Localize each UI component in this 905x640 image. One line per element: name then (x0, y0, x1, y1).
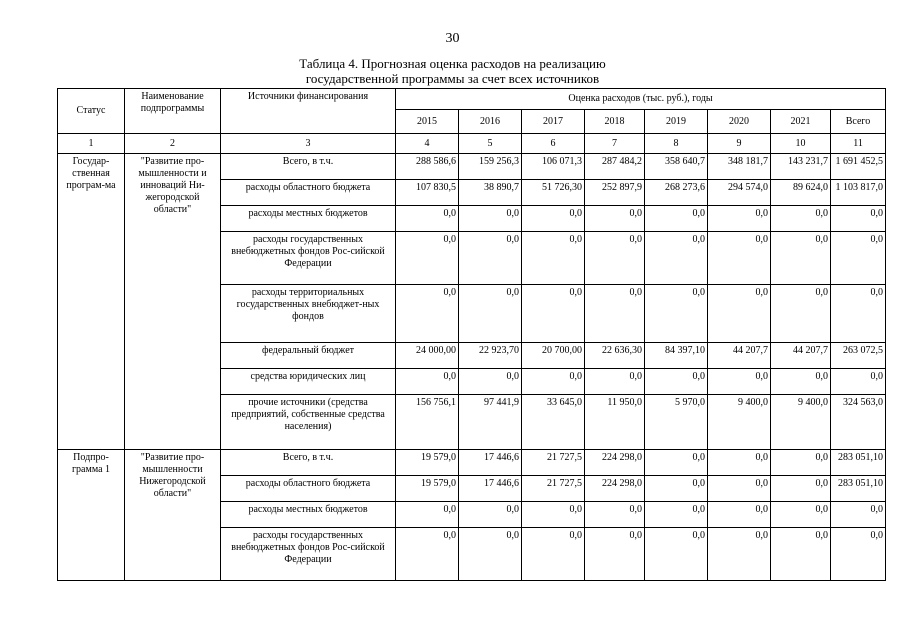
header-year: 2020 (708, 110, 771, 134)
column-number: 4 (396, 134, 459, 154)
value-cell: 1 103 817,0 (831, 180, 886, 206)
source-cell: федеральный бюджет (221, 343, 396, 369)
value-cell: 0,0 (459, 206, 522, 232)
value-cell: 97 441,9 (459, 395, 522, 450)
value-cell: 268 273,6 (645, 180, 708, 206)
value-cell: 0,0 (396, 206, 459, 232)
value-cell: 0,0 (771, 232, 831, 285)
value-cell: 0,0 (771, 476, 831, 502)
header-estimate: Оценка расходов (тыс. руб.), годы (396, 89, 886, 110)
value-cell: 0,0 (645, 450, 708, 476)
value-cell: 51 726,30 (522, 180, 585, 206)
value-cell: 0,0 (396, 285, 459, 343)
value-cell: 106 071,3 (522, 154, 585, 180)
source-cell: расходы государственных внебюджетных фондов Рос-сийской Федерации (221, 528, 396, 581)
value-cell: 0,0 (585, 232, 645, 285)
value-cell: 0,0 (831, 528, 886, 581)
header-year: 2015 (396, 110, 459, 134)
header-year: 2019 (645, 110, 708, 134)
source-cell: расходы областного бюджета (221, 476, 396, 502)
value-cell: 44 207,7 (771, 343, 831, 369)
value-cell: 0,0 (396, 502, 459, 528)
source-cell: Всего, в т.ч. (221, 450, 396, 476)
header-year: 2021 (771, 110, 831, 134)
value-cell: 0,0 (708, 285, 771, 343)
value-cell: 17 446,6 (459, 450, 522, 476)
value-cell: 19 579,0 (396, 476, 459, 502)
value-cell: 22 636,30 (585, 343, 645, 369)
source-cell: средства юридических лиц (221, 369, 396, 395)
source-cell: расходы местных бюджетов (221, 206, 396, 232)
value-cell: 0,0 (708, 476, 771, 502)
value-cell: 0,0 (645, 232, 708, 285)
value-cell: 252 897,9 (585, 180, 645, 206)
header-name: Наименование подпрограммы (125, 89, 221, 134)
column-number: 6 (522, 134, 585, 154)
value-cell: 287 484,2 (585, 154, 645, 180)
value-cell: 17 446,6 (459, 476, 522, 502)
value-cell: 0,0 (459, 502, 522, 528)
expenses-table (57, 88, 886, 581)
source-cell: расходы местных бюджетов (221, 502, 396, 528)
value-cell: 324 563,0 (831, 395, 886, 450)
column-number: 3 (221, 134, 396, 154)
value-cell: 0,0 (708, 206, 771, 232)
value-cell: 0,0 (771, 285, 831, 343)
column-number: 8 (645, 134, 708, 154)
column-number: 9 (708, 134, 771, 154)
table-body (58, 89, 886, 581)
value-cell: 283 051,10 (831, 450, 886, 476)
header-status: Статус (58, 89, 125, 134)
value-cell: 0,0 (771, 528, 831, 581)
value-cell: 156 756,1 (396, 395, 459, 450)
value-cell: 0,0 (831, 206, 886, 232)
header-year: 2016 (459, 110, 522, 134)
value-cell: 0,0 (459, 285, 522, 343)
header-sources: Источники финансирования (221, 89, 396, 134)
value-cell: 224 298,0 (585, 476, 645, 502)
status-cell: Подпро-грамма 1 (58, 450, 125, 581)
source-cell: Всего, в т.ч. (221, 154, 396, 180)
value-cell: 9 400,0 (771, 395, 831, 450)
value-cell: 89 624,0 (771, 180, 831, 206)
value-cell: 0,0 (459, 232, 522, 285)
value-cell: 0,0 (396, 528, 459, 581)
value-cell: 0,0 (831, 369, 886, 395)
table-row (58, 154, 886, 180)
value-cell: 11 950,0 (585, 395, 645, 450)
value-cell: 0,0 (459, 528, 522, 581)
column-numbers-row (58, 134, 886, 154)
value-cell: 0,0 (708, 232, 771, 285)
subprogram-name-cell: "Развитие про-мышленности и инноваций Ни-жегородской области" (125, 154, 221, 450)
value-cell: 19 579,0 (396, 450, 459, 476)
value-cell: 0,0 (585, 502, 645, 528)
column-number: 2 (125, 134, 221, 154)
value-cell: 0,0 (708, 450, 771, 476)
value-cell: 0,0 (522, 232, 585, 285)
value-cell: 263 072,5 (831, 343, 886, 369)
value-cell: 224 298,0 (585, 450, 645, 476)
header-year: 2017 (522, 110, 585, 134)
value-cell: 38 890,7 (459, 180, 522, 206)
value-cell: 0,0 (522, 528, 585, 581)
table-title-line-2: государственной программы за счет всех источников (305, 71, 600, 86)
source-cell: расходы территориальных государственных внебюджет-ных фондов (221, 285, 396, 343)
value-cell: 21 727,5 (522, 450, 585, 476)
value-cell: 0,0 (396, 369, 459, 395)
value-cell: 0,0 (459, 369, 522, 395)
value-cell: 0,0 (585, 206, 645, 232)
value-cell: 0,0 (522, 502, 585, 528)
value-cell: 0,0 (645, 285, 708, 343)
column-number: 1 (58, 134, 125, 154)
value-cell: 21 727,5 (522, 476, 585, 502)
value-cell: 0,0 (585, 369, 645, 395)
value-cell: 358 640,7 (645, 154, 708, 180)
value-cell: 107 830,5 (396, 180, 459, 206)
column-number: 5 (459, 134, 522, 154)
source-cell: расходы государственных внебюджетных фондов Рос-сийской Федерации (221, 232, 396, 285)
value-cell: 0,0 (522, 206, 585, 232)
value-cell: 0,0 (645, 476, 708, 502)
column-number: 7 (585, 134, 645, 154)
value-cell: 283 051,10 (831, 476, 886, 502)
value-cell: 0,0 (831, 232, 886, 285)
value-cell: 1 691 452,5 (831, 154, 886, 180)
value-cell: 0,0 (645, 369, 708, 395)
source-cell: расходы областного бюджета (221, 180, 396, 206)
value-cell: 20 700,00 (522, 343, 585, 369)
value-cell: 0,0 (708, 369, 771, 395)
value-cell: 33 645,0 (522, 395, 585, 450)
value-cell: 0,0 (831, 285, 886, 343)
value-cell: 0,0 (771, 369, 831, 395)
value-cell: 24 000,00 (396, 343, 459, 369)
value-cell: 44 207,7 (708, 343, 771, 369)
subprogram-name-cell: "Развитие про-мышленности Нижегородской области" (125, 450, 221, 581)
value-cell: 22 923,70 (459, 343, 522, 369)
value-cell: 9 400,0 (708, 395, 771, 450)
value-cell: 0,0 (585, 285, 645, 343)
value-cell: 5 970,0 (645, 395, 708, 450)
value-cell: 0,0 (771, 206, 831, 232)
value-cell: 0,0 (522, 369, 585, 395)
value-cell: 0,0 (708, 502, 771, 528)
header-row-1 (58, 89, 886, 110)
value-cell: 288 586,6 (396, 154, 459, 180)
value-cell: 159 256,3 (459, 154, 522, 180)
source-cell: прочие источники (средства предприятий, собственные средства населения) (221, 395, 396, 450)
value-cell: 0,0 (771, 502, 831, 528)
value-cell: 348 181,7 (708, 154, 771, 180)
table-title-line-1: Таблица 4. Прогнозная оценка расходов на реализацию (299, 56, 606, 71)
value-cell: 0,0 (585, 528, 645, 581)
value-cell: 0,0 (396, 232, 459, 285)
header-year: 2018 (585, 110, 645, 134)
value-cell: 84 397,10 (645, 343, 708, 369)
value-cell: 0,0 (645, 502, 708, 528)
value-cell: 0,0 (831, 502, 886, 528)
header-year: Всего (831, 110, 886, 134)
table-row (58, 450, 886, 476)
status-cell: Государ-ственная програм-ма (58, 154, 125, 450)
column-number: 10 (771, 134, 831, 154)
value-cell: 0,0 (522, 285, 585, 343)
value-cell: 143 231,7 (771, 154, 831, 180)
value-cell: 294 574,0 (708, 180, 771, 206)
value-cell: 0,0 (708, 528, 771, 581)
value-cell: 0,0 (645, 206, 708, 232)
value-cell: 0,0 (645, 528, 708, 581)
value-cell: 0,0 (771, 450, 831, 476)
page-number: 30 (445, 31, 460, 46)
column-number: 11 (831, 134, 886, 154)
table-title (0, 56, 905, 86)
